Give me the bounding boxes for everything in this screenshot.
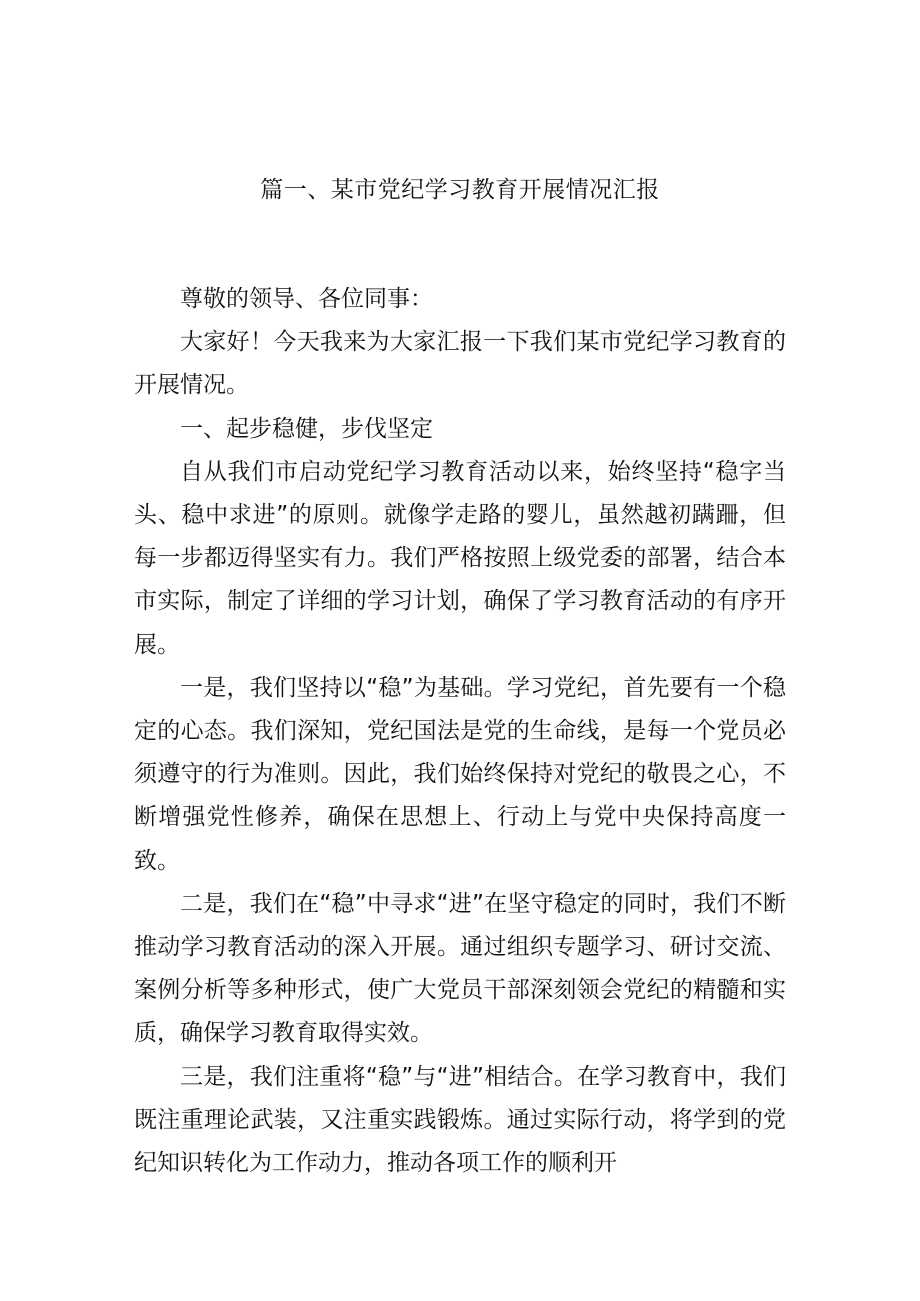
body-paragraph: 二是，我们在“稳”中寻求“进”在坚守稳定的同时，我们不断推动学习教育活动的深入开展。通过组织专题学习、研讨交流、案例分析等多种形式，使广大党员干部深刻领会党纪的精髓和实质，确保学习教育取得实效。 [134,890,786,1047]
document-title: 篇一、某市党纪学习教育开展情况汇报 [260,177,660,203]
intro-paragraph: 大家好！今天我来为大家汇报一下我们某市党纪学习教育的开展情况。 [134,329,786,399]
body-paragraph: 自从我们市启动党纪学习教育活动以来，始终坚持“稳字当头、稳中求进”的原则。就像学走路的婴儿，虽然越初蹒跚，但每一步都迈得坚实有力。我们严格按照上级党委的部署，结合本市实际，制定了详细的学习计划，确保了学习教育活动的有序开展。 [134,458,786,658]
greeting-paragraph: 尊敬的领导、各位同事： [180,286,433,312]
body-paragraph: 三是，我们注重将“稳”与“进”相结合。在学习教育中，我们既注重理论武装，又注重实践锻炼。通过实际行动，将学到的党纪知识转化为工作动力，推动各项工作的顺利开 [134,1063,786,1177]
section-heading: 一、起步稳健，步伐坚定 [180,415,433,442]
document-body [134,278,786,1185]
body-paragraph: 一是，我们坚持以“稳”为基础。学习党纪，首先要有一个稳定的心态。我们深知，党纪国法是党的生命线，是每一个党员必须遵守的行为准则。因此，我们始终保持对党纪的敬畏之心，不断增强党性修养，确保在思想上、行动上与党中央保持高度一致。 [134,674,786,874]
